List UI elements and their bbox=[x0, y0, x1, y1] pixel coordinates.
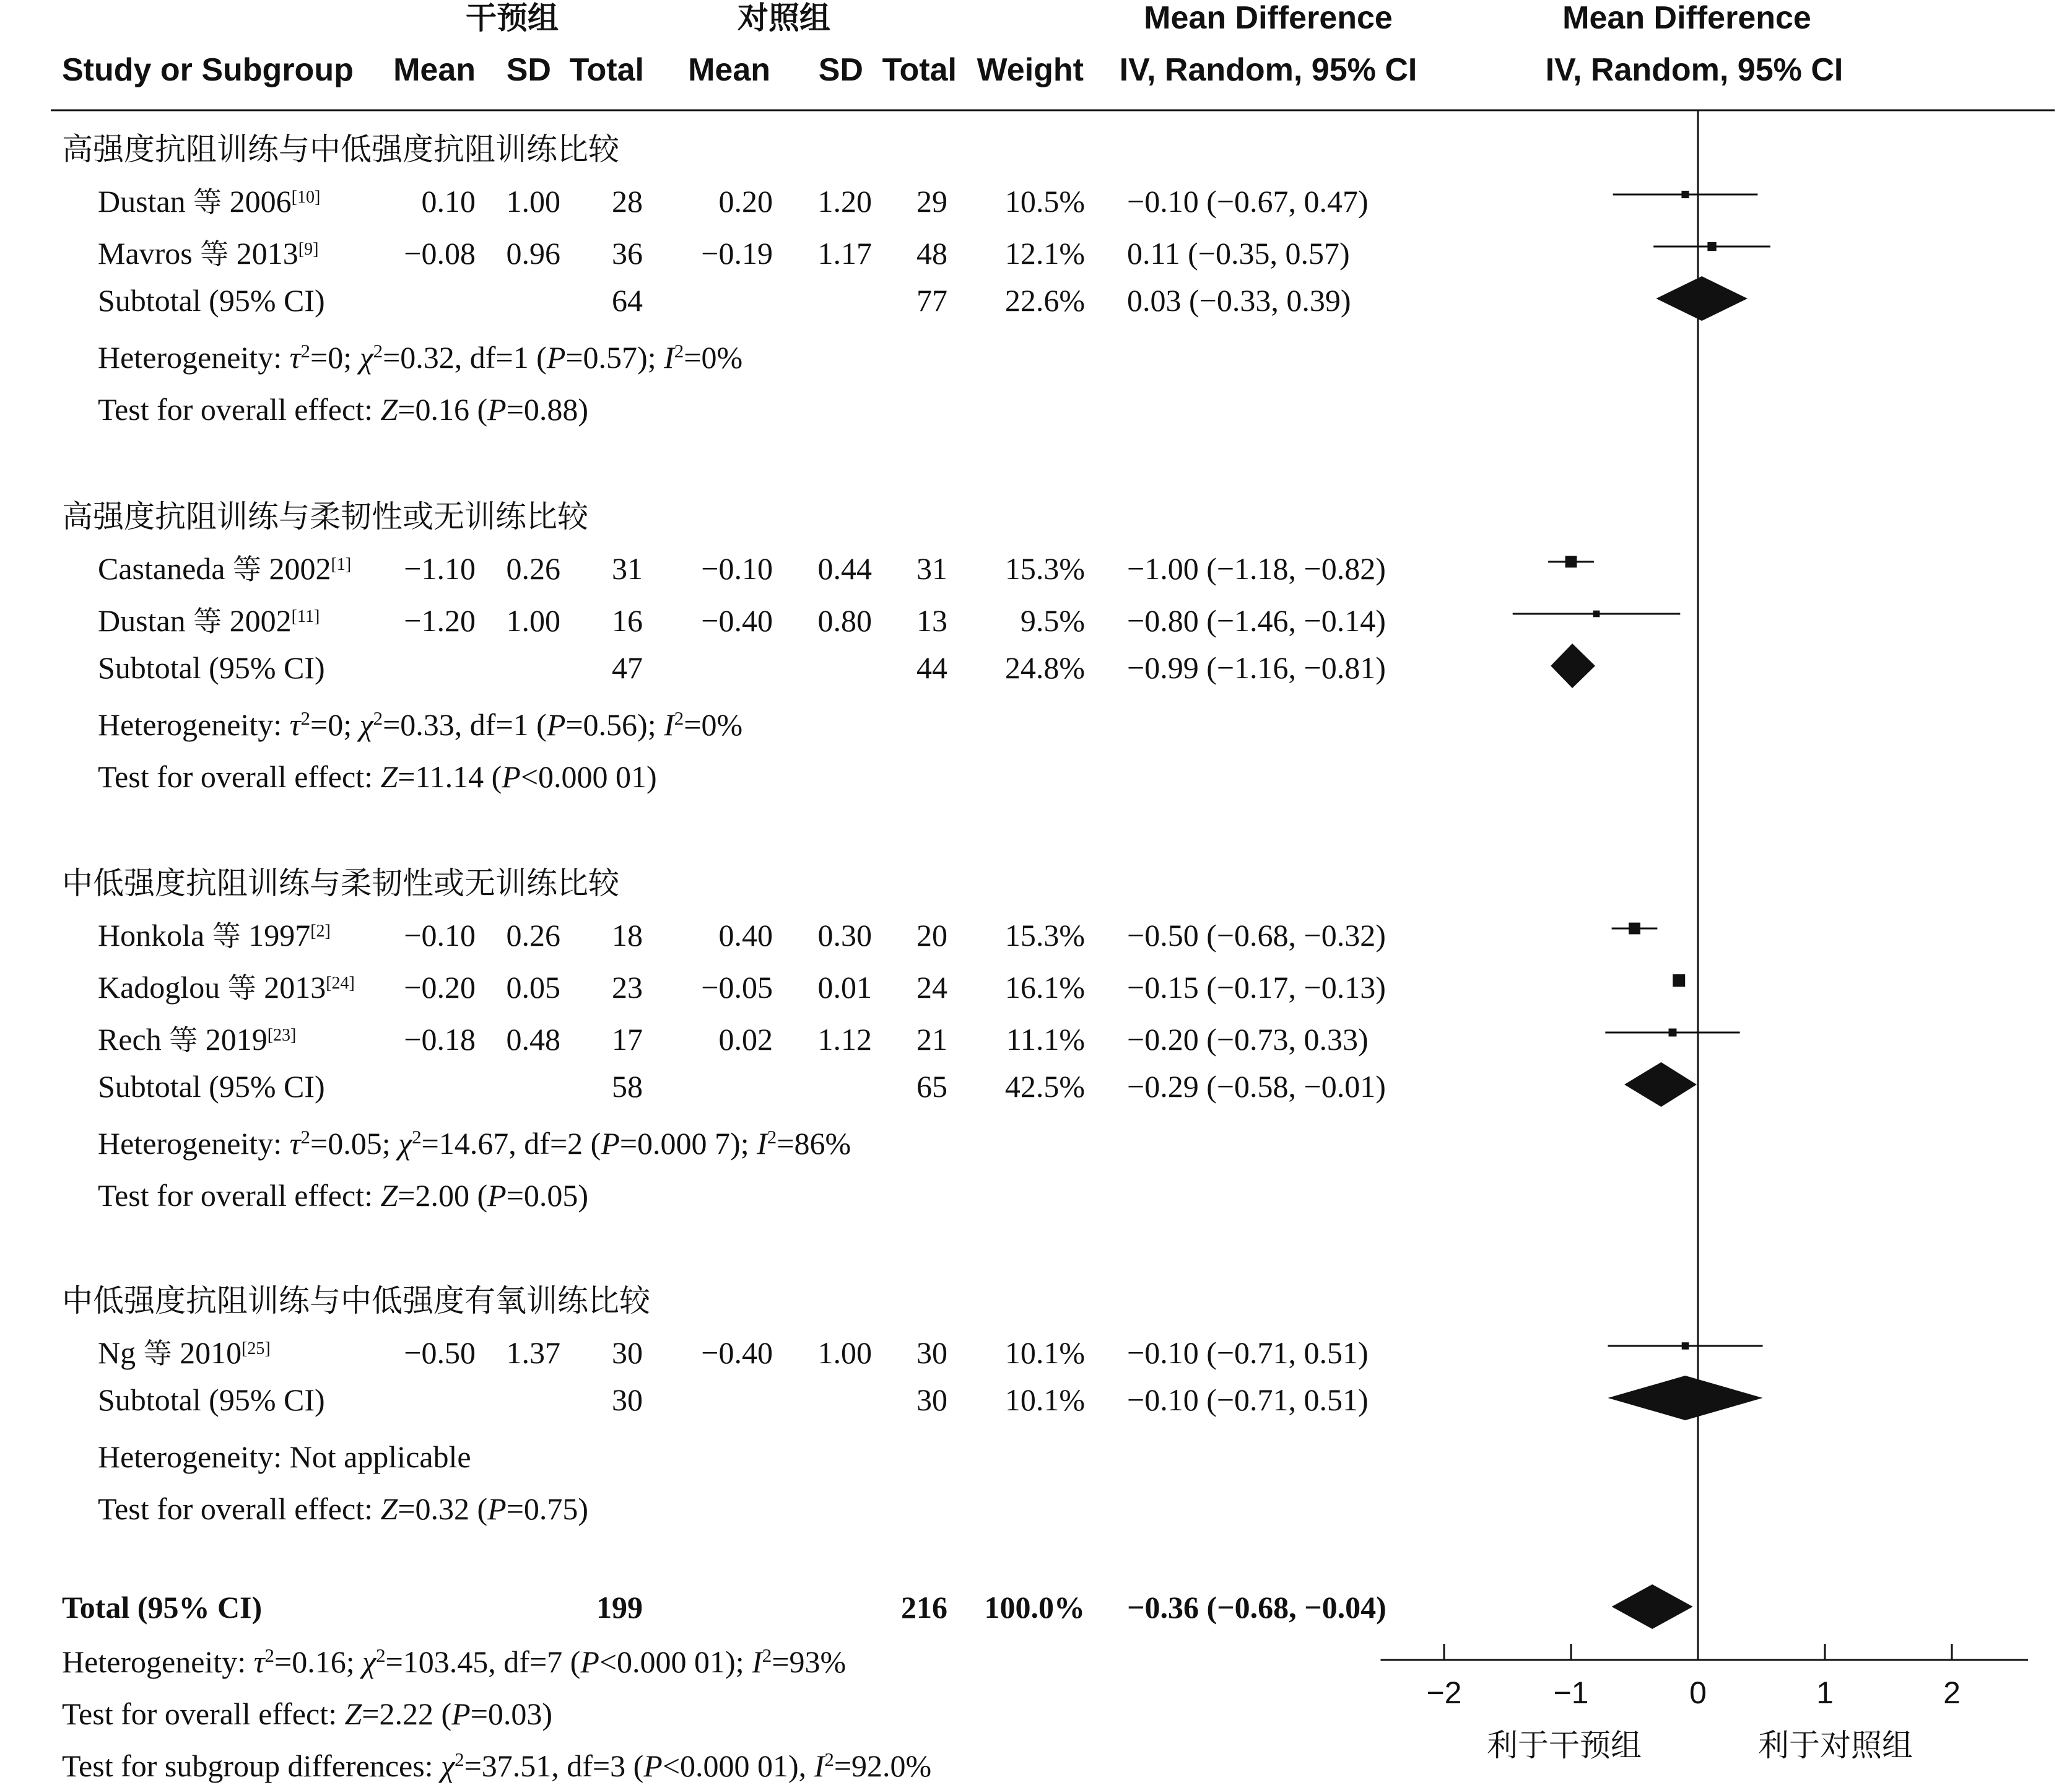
study-c-sd: 1.17 bbox=[817, 236, 872, 271]
study-e-total: 23 bbox=[612, 970, 643, 1005]
subtotal-ci: 0.03 (−0.33, 0.39) bbox=[1127, 283, 1351, 318]
study-effect-square bbox=[1681, 191, 1689, 198]
header-experimental-group: 干预组 bbox=[466, 0, 559, 36]
study-e-sd: 1.37 bbox=[506, 1335, 560, 1370]
study-weight: 10.5% bbox=[1004, 184, 1085, 219]
subgroup-heterogeneity: Heterogeneity: $\tau^2=0$; $\chi^2=0.33$, df=1 (P=0.56); $I^2=0\%$ bbox=[98, 707, 743, 742]
study-c-sd: 0.30 bbox=[817, 918, 872, 953]
study-name: Dustan 等 2006[10] bbox=[98, 184, 321, 219]
subtotal-e-total: 64 bbox=[612, 283, 643, 318]
study-e-mean: 0.10 bbox=[421, 184, 476, 219]
study-c-mean: −0.40 bbox=[701, 1335, 773, 1370]
subtotal-c-total: 44 bbox=[916, 650, 947, 685]
study-weight: 9.5% bbox=[1020, 603, 1085, 638]
study-e-mean: −1.10 bbox=[404, 551, 476, 586]
subgroup-title: 中低强度抗阻训练与柔韧性或无训练比较 bbox=[62, 865, 619, 901]
axis-favours-right: 利于对照组 bbox=[1758, 1727, 1913, 1763]
study-c-sd: 1.20 bbox=[817, 184, 872, 219]
study-effect-square bbox=[1673, 974, 1685, 987]
study-ci: 0.11 (−0.35, 0.57) bbox=[1127, 236, 1350, 271]
subtotal-label: Subtotal (95% CI) bbox=[98, 650, 325, 685]
study-effect-square bbox=[1593, 611, 1600, 618]
axis-favours-left: 利于干预组 bbox=[1487, 1727, 1642, 1763]
study-name: Ng 等 2010[25] bbox=[98, 1335, 271, 1370]
header-control-group: 对照组 bbox=[738, 0, 830, 36]
total-weight: 100.0% bbox=[984, 1590, 1085, 1625]
study-ci: −0.15 (−0.17, −0.13) bbox=[1127, 970, 1386, 1005]
study-e-sd: 1.00 bbox=[506, 184, 560, 219]
subgroup-heterogeneity: Heterogeneity: $\tau^2=0.05$; $\chi^2=14.67$, df=2 (P=0.000 7); $I^2=86\%$ bbox=[98, 1125, 851, 1161]
subtotal-c-total: 65 bbox=[916, 1069, 947, 1104]
study-c-mean: −0.10 bbox=[701, 551, 773, 586]
study-e-total: 17 bbox=[612, 1022, 643, 1057]
study-c-total: 13 bbox=[916, 603, 947, 638]
study-e-sd: 1.00 bbox=[506, 603, 560, 638]
study-name: Dustan 等 2002[11] bbox=[98, 603, 320, 638]
study-weight: 11.1% bbox=[1006, 1022, 1085, 1057]
subtotal-label: Subtotal (95% CI) bbox=[98, 283, 325, 318]
study-c-total: 30 bbox=[916, 1335, 947, 1370]
subtotal-e-total: 47 bbox=[612, 650, 643, 685]
subtotal-ci: −0.10 (−0.71, 0.51) bbox=[1127, 1382, 1369, 1417]
study-c-mean: 0.02 bbox=[718, 1022, 773, 1057]
study-c-total: 20 bbox=[916, 918, 947, 953]
study-effect-square bbox=[1629, 923, 1640, 935]
study-name: Kadoglou 等 2013[24] bbox=[98, 970, 355, 1005]
study-c-sd: 0.80 bbox=[817, 603, 872, 638]
study-ci: −0.80 (−1.46, −0.14) bbox=[1127, 603, 1386, 638]
study-effect-square bbox=[1707, 242, 1716, 251]
header-weight: Weight bbox=[977, 52, 1084, 88]
study-e-total: 36 bbox=[612, 236, 643, 271]
subtotal-weight: 42.5% bbox=[1004, 1069, 1085, 1104]
study-ci: −0.20 (−0.73, 0.33) bbox=[1127, 1022, 1369, 1057]
study-e-sd: 0.48 bbox=[506, 1022, 560, 1057]
subtotal-weight: 24.8% bbox=[1004, 650, 1085, 685]
header-e-mean: Mean bbox=[393, 52, 476, 88]
x-tick-label: 0 bbox=[1689, 1675, 1707, 1710]
subgroup-overall-effect: Test for overall effect: Z=11.14 (P<0.000 01) bbox=[98, 759, 657, 794]
x-tick-label: −2 bbox=[1426, 1675, 1462, 1710]
study-ci: −0.50 (−0.68, −0.32) bbox=[1127, 918, 1386, 953]
study-name: Honkola 等 1997[2] bbox=[98, 918, 331, 953]
study-e-sd: 0.26 bbox=[506, 551, 560, 586]
header-md-method-right: IV, Random, 95% CI bbox=[1545, 52, 1843, 88]
study-c-total: 48 bbox=[916, 236, 947, 271]
study-effect-square bbox=[1669, 1029, 1677, 1037]
study-c-mean: −0.19 bbox=[701, 236, 773, 271]
header-e-sd: SD bbox=[506, 52, 551, 88]
subtotal-ci: −0.29 (−0.58, −0.01) bbox=[1127, 1069, 1386, 1104]
study-weight: 12.1% bbox=[1004, 236, 1085, 271]
study-e-mean: −0.10 bbox=[404, 918, 476, 953]
footer-line-1: Heterogeneity: $\tau^2=0.16$; $\chi^2=103.45$, df=7 (P<0.000 01); $I^2=93\%$ bbox=[62, 1644, 847, 1679]
study-e-sd: 0.26 bbox=[506, 918, 560, 953]
footer-line-2: Test for overall effect: Z=2.22 (P=0.03) bbox=[62, 1696, 553, 1731]
subtotal-e-total: 30 bbox=[612, 1382, 643, 1417]
study-e-total: 31 bbox=[612, 551, 643, 586]
subgroup-overall-effect: Test for overall effect: Z=2.00 (P=0.05) bbox=[98, 1178, 589, 1213]
header-e-total: Total bbox=[569, 52, 644, 88]
study-e-sd: 0.96 bbox=[506, 236, 560, 271]
header-c-sd: SD bbox=[818, 52, 863, 88]
study-name: Rech 等 2019[23] bbox=[98, 1022, 297, 1057]
subgroup-title: 高强度抗阻训练与柔韧性或无训练比较 bbox=[62, 499, 588, 535]
study-c-total: 31 bbox=[916, 551, 947, 586]
x-tick-label: 1 bbox=[1816, 1675, 1834, 1710]
study-e-mean: −0.08 bbox=[404, 236, 476, 271]
header-c-mean: Mean bbox=[688, 52, 770, 88]
study-weight: 15.3% bbox=[1004, 918, 1085, 953]
subgroup-title: 中低强度抗阻训练与中低强度有氧训练比较 bbox=[62, 1283, 650, 1319]
study-weight: 16.1% bbox=[1004, 970, 1085, 1005]
x-tick-label: −1 bbox=[1553, 1675, 1589, 1710]
study-c-sd: 1.12 bbox=[817, 1022, 872, 1057]
study-c-mean: 0.40 bbox=[718, 918, 773, 953]
subtotal-weight: 22.6% bbox=[1004, 283, 1085, 318]
study-c-sd: 0.01 bbox=[817, 970, 872, 1005]
total-ci: −0.36 (−0.68, −0.04) bbox=[1127, 1590, 1386, 1625]
total-c-total: 216 bbox=[901, 1590, 947, 1625]
header-md-title-right: Mean Difference bbox=[1562, 0, 1811, 36]
study-name: Castaneda 等 2002[1] bbox=[98, 551, 352, 586]
study-effect-square bbox=[1682, 1342, 1689, 1350]
study-e-mean: −0.20 bbox=[404, 970, 476, 1005]
study-c-total: 24 bbox=[916, 970, 947, 1005]
subtotal-c-total: 30 bbox=[916, 1382, 947, 1417]
subtotal-weight: 10.1% bbox=[1004, 1382, 1085, 1417]
subgroup-overall-effect: Test for overall effect: Z=0.32 (P=0.75) bbox=[98, 1491, 589, 1526]
subtotal-ci: −0.99 (−1.16, −0.81) bbox=[1127, 650, 1386, 685]
study-e-total: 28 bbox=[612, 184, 643, 219]
study-effect-square bbox=[1565, 556, 1577, 568]
x-tick-label: 2 bbox=[1943, 1675, 1961, 1710]
header-md-title-left: Mean Difference bbox=[1144, 0, 1393, 36]
study-e-sd: 0.05 bbox=[506, 970, 560, 1005]
subtotal-label: Subtotal (95% CI) bbox=[98, 1069, 325, 1104]
subgroup-heterogeneity: Heterogeneity: Not applicable bbox=[98, 1439, 471, 1474]
total-label: Total (95% CI) bbox=[62, 1590, 263, 1625]
study-e-total: 18 bbox=[612, 918, 643, 953]
subgroup-title: 高强度抗阻训练与中低强度抗阻训练比较 bbox=[62, 131, 619, 167]
study-ci: −0.10 (−0.67, 0.47) bbox=[1127, 184, 1369, 219]
subtotal-label: Subtotal (95% CI) bbox=[98, 1382, 325, 1417]
header-study: Study or Subgroup bbox=[62, 52, 354, 88]
study-e-mean: −0.50 bbox=[404, 1335, 476, 1370]
study-c-mean: −0.05 bbox=[701, 970, 773, 1005]
study-c-total: 21 bbox=[916, 1022, 947, 1057]
footer-line-3: Test for subgroup differences: $\chi^2=37.51$, df=3 (P<0.000 01), $I^2=92.0\%$ bbox=[62, 1748, 932, 1783]
study-name: Mavros 等 2013[9] bbox=[98, 236, 319, 271]
subtotal-c-total: 77 bbox=[916, 283, 947, 318]
study-weight: 10.1% bbox=[1004, 1335, 1085, 1370]
subgroup-overall-effect: Test for overall effect: Z=0.16 (P=0.88) bbox=[98, 392, 589, 427]
total-e-total: 199 bbox=[596, 1590, 643, 1625]
study-ci: −0.10 (−0.71, 0.51) bbox=[1127, 1335, 1369, 1370]
study-ci: −1.00 (−1.18, −0.82) bbox=[1127, 551, 1386, 586]
study-c-mean: 0.20 bbox=[718, 184, 773, 219]
study-c-sd: 1.00 bbox=[817, 1335, 872, 1370]
study-e-total: 16 bbox=[612, 603, 643, 638]
study-weight: 15.3% bbox=[1004, 551, 1085, 586]
study-c-mean: −0.40 bbox=[701, 603, 773, 638]
study-c-total: 29 bbox=[916, 184, 947, 219]
subgroup-heterogeneity: Heterogeneity: $\tau^2=0$; $\chi^2=0.32$, df=1 (P=0.57); $I^2=0\%$ bbox=[98, 339, 743, 375]
study-e-mean: −0.18 bbox=[404, 1022, 476, 1057]
subtotal-e-total: 58 bbox=[612, 1069, 643, 1104]
header-md-method-left: IV, Random, 95% CI bbox=[1119, 52, 1417, 88]
study-c-sd: 0.44 bbox=[817, 551, 872, 586]
study-e-mean: −1.20 bbox=[404, 603, 476, 638]
study-e-total: 30 bbox=[612, 1335, 643, 1370]
header-c-total: Total bbox=[882, 52, 957, 88]
